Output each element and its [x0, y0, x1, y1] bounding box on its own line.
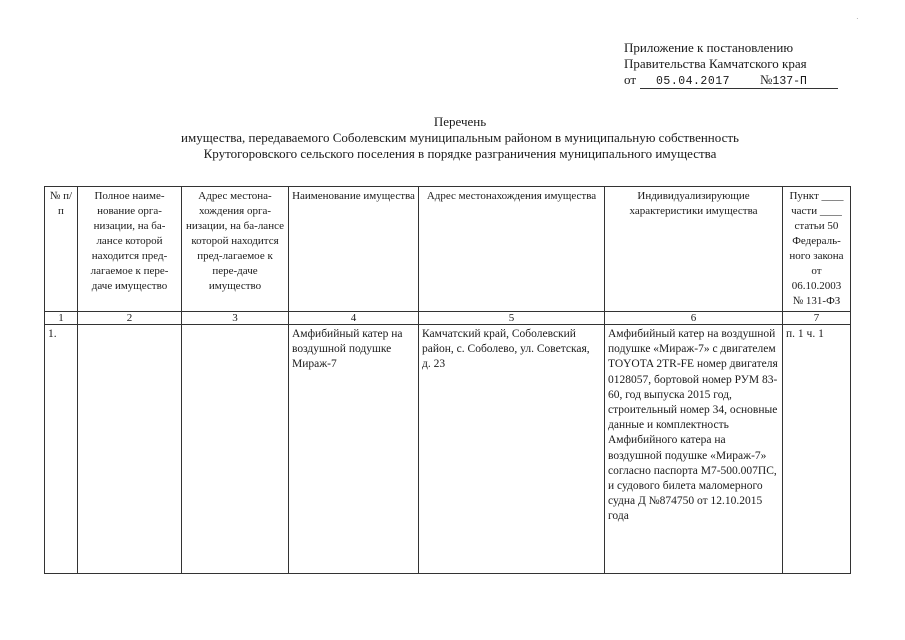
column-number-row [45, 312, 851, 325]
table-row [45, 325, 851, 574]
header-org-name: Полное наиме-нование орга-низации, на ба-лансе которой находится пред-лагаемое к пере-даче имущество [78, 187, 182, 312]
header-org-address: Адрес местона-хождения орга-низации, на ба-лансе которой находится пред-лагаемое к пере-даче имущество [182, 187, 289, 312]
header-characteristics: Индивидуализирующие характеристики имущества [605, 187, 783, 312]
header-row [45, 187, 851, 312]
corner-mark: · [856, 14, 859, 23]
appendix-line-1: Приложение к постановлению [624, 40, 794, 55]
column-number: 6 [605, 312, 783, 325]
header-property-name: Наименование имущества [289, 187, 419, 312]
resolution-date: 05.04.2017 [640, 75, 760, 89]
column-number: 7 [783, 312, 851, 325]
property-name-cell: Амфибийный катер на воздушной подушке Мираж-7 [289, 325, 419, 574]
characteristics-cell: Амфибийный катер на воздушной подушке «Мираж-7» с двигателем TOYOTA 2TR-FE номер двигателя 0128057, бортовой номер РУМ 83-60, год выпуска 2015 год, строительный номер 34, основные данные и комплектность Амфибийного катера на воздушной подушке «Мираж-7» согласно паспорта М7-500.007ПС, и судового билета маломерного судна Д №874750 от 12.10.2015 года [605, 325, 783, 574]
column-number: 4 [289, 312, 419, 325]
header-law-point: Пункт ____ части ____ статьи 50 Федераль-ного закона от 06.10.2003 № 131-ФЗ [783, 187, 851, 312]
law-point-cell: п. 1 ч. 1 [783, 325, 851, 574]
row-number: 1. [45, 325, 78, 574]
number-sign: № [760, 72, 773, 87]
column-number: 3 [182, 312, 289, 325]
header-num: № п/п [45, 187, 78, 312]
column-number: 1 [45, 312, 78, 325]
property-address-cell: Камчатский край, Соболевский район, с. Соболево, ул. Советская, д. 23 [419, 325, 605, 574]
appendix-line-2: Правительства Камчатского края [624, 56, 807, 71]
title-heading: Перечень [433, 114, 487, 129]
resolution-number-field [760, 73, 838, 89]
from-label: от [624, 72, 637, 87]
org-name-cell [78, 325, 182, 574]
title-line-1: имущества, передаваемого Соболевским муниципальным районом в муниципальную собственность [181, 130, 739, 145]
appendix-date-row [624, 72, 838, 89]
column-number: 2 [78, 312, 182, 325]
title-line-2: Крутогоровского сельского поселения в порядке разграничения муниципального имущества [203, 146, 717, 161]
org-address-cell [182, 325, 289, 574]
property-table [44, 186, 851, 574]
resolution-number: 137-П [772, 75, 807, 88]
column-number: 5 [419, 312, 605, 325]
header-property-address: Адрес местонахождения имущества [419, 187, 605, 312]
document-title [60, 114, 860, 162]
appendix-block [624, 40, 838, 89]
